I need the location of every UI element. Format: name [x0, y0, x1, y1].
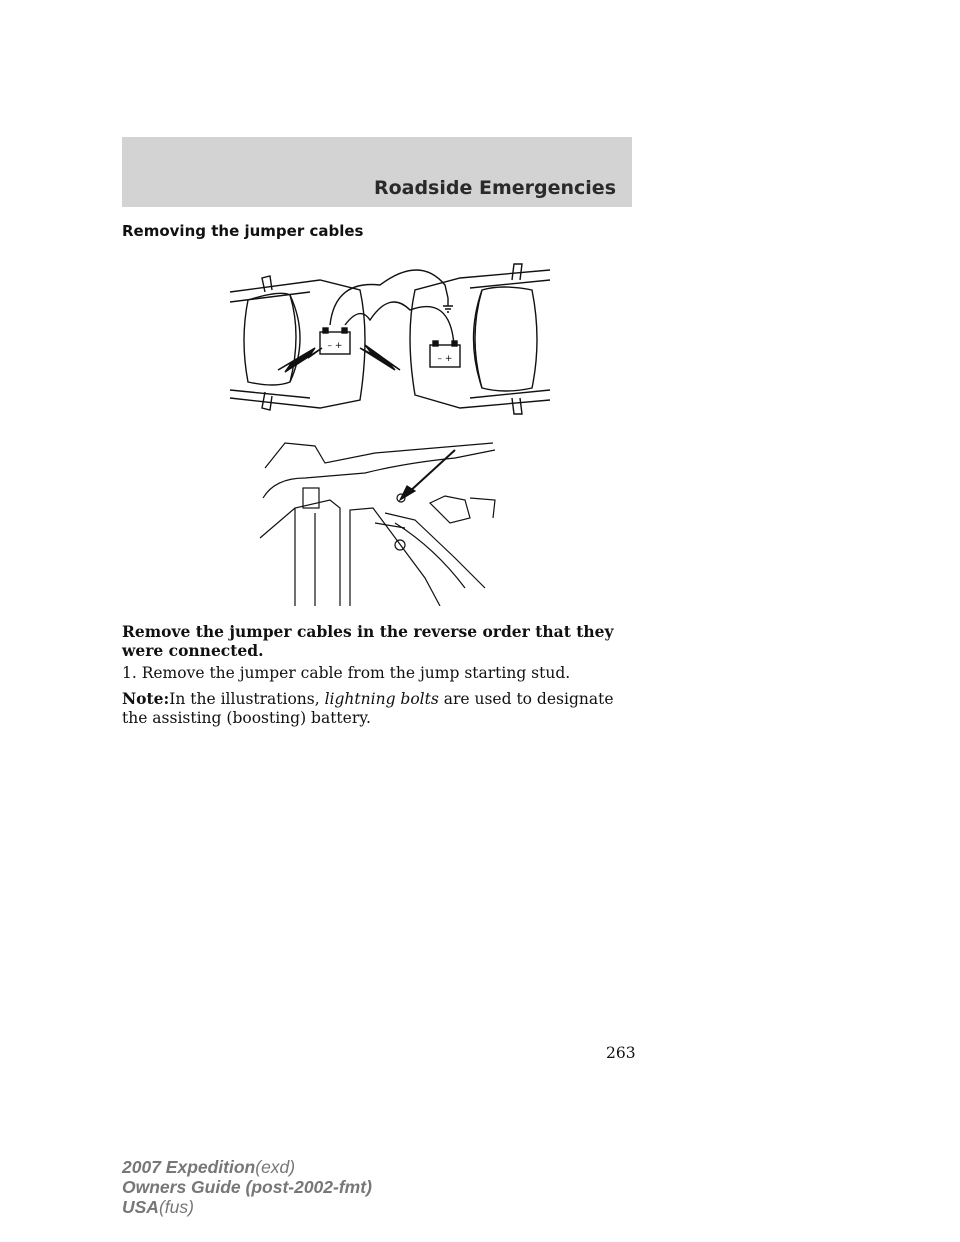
battery-right-label: – +	[437, 354, 453, 364]
intro-paragraph: Remove the jumper cables in the reverse order that they were connected.	[122, 622, 614, 660]
note-paragraph	[122, 689, 642, 728]
footer-market: USA	[122, 1197, 159, 1217]
footer-model: 2007 Expedition	[122, 1157, 256, 1177]
lightning-bolt-icon	[360, 345, 400, 370]
page-heading: Removing the jumper cables	[122, 222, 364, 240]
note-label: Note:	[122, 689, 170, 708]
battery-left-label: – +	[327, 341, 343, 351]
section-header-band	[122, 137, 632, 207]
footer-guide: Owners Guide (post-2002-fmt)	[122, 1177, 372, 1197]
pointer-arrow-icon	[408, 450, 455, 493]
jump-start-stud-illustration	[255, 438, 497, 606]
note-emphasis: lightning bolts	[324, 690, 439, 708]
section-title: Roadside Emergencies	[373, 177, 616, 199]
note-text-after: are used to designate the assisting (boosting) battery.	[122, 690, 614, 727]
note-text-before: In the illustrations,	[169, 690, 325, 708]
jumper-cables-illustration	[220, 250, 560, 420]
page-number: 263	[606, 1044, 636, 1062]
lightning-bolt-icon	[278, 348, 322, 372]
footer-model-code: (exd)	[255, 1157, 296, 1177]
step-1-text: 1. Remove the jumper cable from the jump starting stud.	[122, 664, 571, 682]
document-footer	[122, 1157, 372, 1217]
footer-market-code: (fus)	[158, 1197, 194, 1217]
